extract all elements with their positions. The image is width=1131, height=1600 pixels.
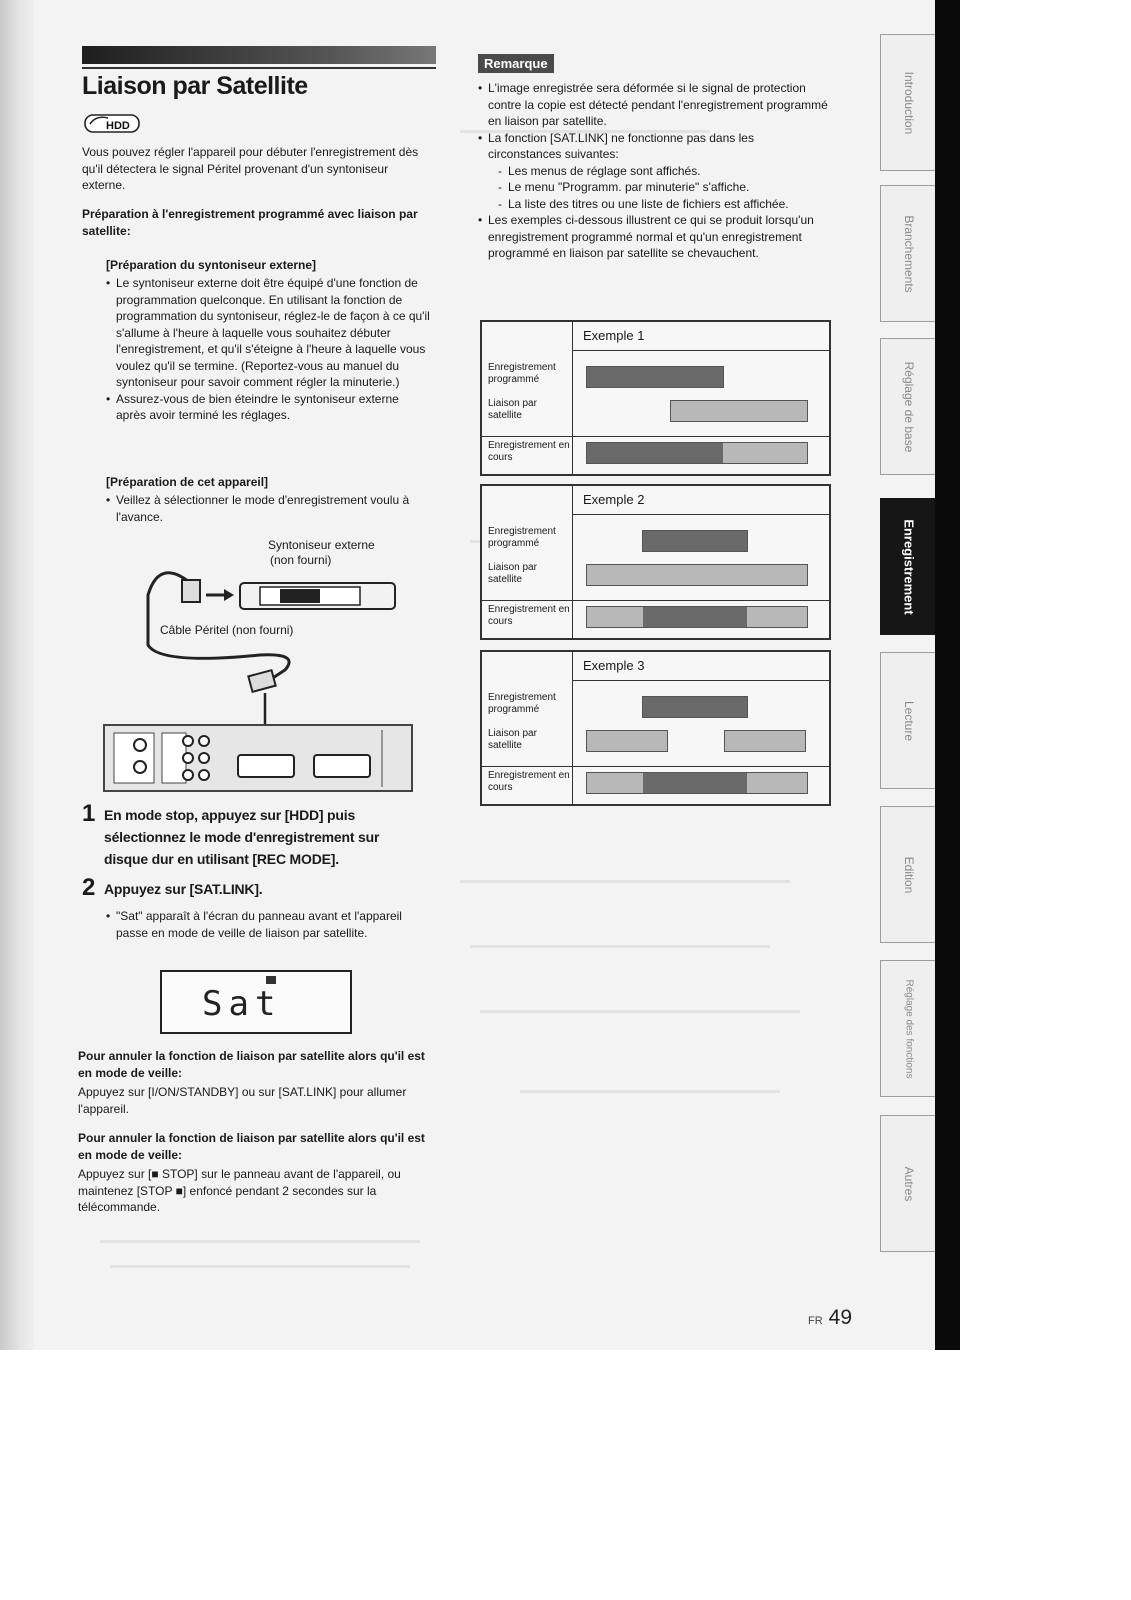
page-edge-shadow [935, 0, 960, 1350]
timeline-bar-programmed [642, 696, 748, 718]
example-1-diagram [480, 320, 831, 476]
timeline-bar-recording [586, 606, 808, 628]
timeline-bar-satlink [586, 564, 808, 586]
cable-label: Câble Péritel (non fourni) [160, 623, 294, 637]
intro-text: Vous pouvez régler l'appareil pour débuter l'enregistrement dès qu'il détectera le signal Péritel provenant d'un syntoniseur externe. [82, 145, 419, 192]
scart-plug-top [182, 580, 200, 602]
example-header: Exemple 1 [572, 322, 829, 351]
timeline-bar-programmed [586, 366, 724, 388]
timeline-bar-recording [586, 442, 808, 464]
cancel-2-body: Appuyez sur [■ STOP] sur le panneau avant de l'appareil, ou maintenez [STOP ■] enfoncé pendant 2 secondes sur la télécommande. [78, 1167, 401, 1214]
row-label: Liaison par satellite [488, 562, 537, 585]
title-rule [82, 67, 436, 69]
step-1-number: 1 [82, 800, 96, 827]
title-decoration-bar [82, 46, 436, 64]
page-binding-shadow [0, 0, 34, 1350]
device-prep-list [106, 492, 431, 525]
row-label: Enregistrement programmé [488, 362, 556, 385]
tab-autres[interactable]: Autres [880, 1115, 936, 1252]
step-1-text: En mode stop, appuyez sur [HDD] puis sélectionnez le mode d'enregistrement sur disque dur en utilisant [REC MODE]. [104, 807, 380, 867]
step-2-note [106, 908, 431, 941]
example-header: Exemple 3 [572, 652, 829, 681]
list-item: • L'image enregistrée sera déformée si le signal de protection contre la copie est détecté pendant l'enregistrement programmé en liaison par satellite. [478, 80, 830, 130]
tuner-label: Syntoniseur externe (non fourni) [268, 538, 375, 567]
sub-list [498, 163, 830, 213]
list-item: • Veillez à sélectionner le mode d'enregistrement voulu à l'avance. [106, 492, 431, 525]
row-label: Enregistrement programmé [488, 526, 556, 549]
step-2-text: Appuyez sur [SAT.LINK]. [104, 881, 263, 897]
timeline-bar-programmed [642, 530, 748, 552]
list-item: • La fonction [SAT.LINK] ne fonctionne pas dans les circonstances suivantes: - Les menus de réglage sont affichés. - Le menu "Programm. par minuterie" s'affiche. - La liste des titres ou une liste de fichiers est affichée. [478, 130, 830, 213]
tab-reglage-de-base[interactable]: Réglage de base [880, 338, 936, 475]
tab-enregistrement[interactable]: Enregistrement [880, 498, 936, 635]
timeline-bar-satlink [586, 730, 668, 752]
row-label: Enregistrement en cours [488, 440, 570, 463]
hdd-icon [84, 112, 140, 134]
row-label: Liaison par satellite [488, 728, 537, 751]
list-item: • Les exemples ci-dessous illustrent ce qui se produit lorsqu'un enregistrement programmé normal et qu'un enregistrement programmé en liaison par satellite se chevauchent. [478, 212, 830, 262]
page-number [808, 1306, 852, 1330]
display-text: Sat [202, 984, 282, 1024]
language-code: FR [808, 1315, 823, 1327]
tab-edition[interactable]: Edition [880, 806, 936, 943]
list-item: • Le syntoniseur externe doit être équipé d'une fonction de programmation quelconque. En utilisant la fonction de programmation du syntoniseur, réglez-le de façon à ce qu'il s'allume à l'heure à laquelle vous souhaitez débuter l'enregistrement, et qu'il s'éteigne à l'heure à laquelle vous voulez qu'il se termine. (Reportez-vous au manuel du syntoniseur pour savoir comment régler la minuterie.) [106, 275, 431, 391]
front-panel-display [160, 970, 352, 1034]
timeline-bar-satlink [670, 400, 808, 422]
remarque-notes [478, 80, 830, 262]
sat-indicator-icon [266, 976, 276, 984]
tuner-prep-heading: [Préparation du syntoniseur externe] [106, 258, 317, 272]
cancel-2-heading: Pour annuler la fonction de liaison par satellite alors qu'il est en mode de veille: [78, 1131, 425, 1162]
connection-diagram [100, 555, 420, 800]
list-item: - La liste des titres ou une liste de fichiers est affichée. [498, 196, 830, 213]
row-label: Enregistrement en cours [488, 604, 570, 627]
page-number-value: 49 [828, 1306, 853, 1329]
tab-reglage-des-fonctions[interactable]: Réglage des fonctions [880, 960, 936, 1097]
list-item: • "Sat" apparaît à l'écran du panneau avant et l'appareil passe en mode de veille de liaison par satellite. [106, 908, 431, 941]
timeline-bar-satlink [724, 730, 806, 752]
tuner-prep-list [106, 275, 431, 424]
cancel-1-body: Appuyez sur [I/ON/STANDBY] ou sur [SAT.LINK] pour allumer l'appareil. [78, 1085, 407, 1116]
tab-branchements[interactable]: Branchements [880, 185, 936, 322]
device-prep-heading: [Préparation de cet appareil] [106, 475, 269, 489]
list-item: • Assurez-vous de bien éteindre le syntoniseur externe après avoir terminé les réglages. [106, 391, 431, 424]
cancel-1-heading: Pour annuler la fonction de liaison par satellite alors qu'il est en mode de veille: [78, 1049, 425, 1080]
example-2-diagram [480, 484, 831, 640]
list-item: - Le menu "Programm. par minuterie" s'affiche. [498, 179, 830, 196]
row-label: Liaison par satellite [488, 398, 537, 421]
prep-heading: Préparation à l'enregistrement programmé avec liaison par satellite: [82, 207, 418, 238]
remarque-label: Remarque [478, 54, 554, 73]
tab-introduction[interactable]: Introduction [880, 34, 936, 171]
row-label: Enregistrement programmé [488, 692, 556, 715]
scart-plug-bottom [248, 670, 275, 692]
row-label: Enregistrement en cours [488, 770, 570, 793]
example-header: Exemple 2 [572, 486, 829, 515]
timeline-bar-recording [586, 772, 808, 794]
hdd-icon-label: HDD [106, 120, 130, 132]
step-2-number: 2 [82, 874, 96, 901]
tab-lecture[interactable]: Lecture [880, 652, 936, 789]
example-3-diagram [480, 650, 831, 806]
page-title: Liaison par Satellite [82, 72, 308, 100]
list-item: - Les menus de réglage sont affichés. [498, 163, 830, 180]
